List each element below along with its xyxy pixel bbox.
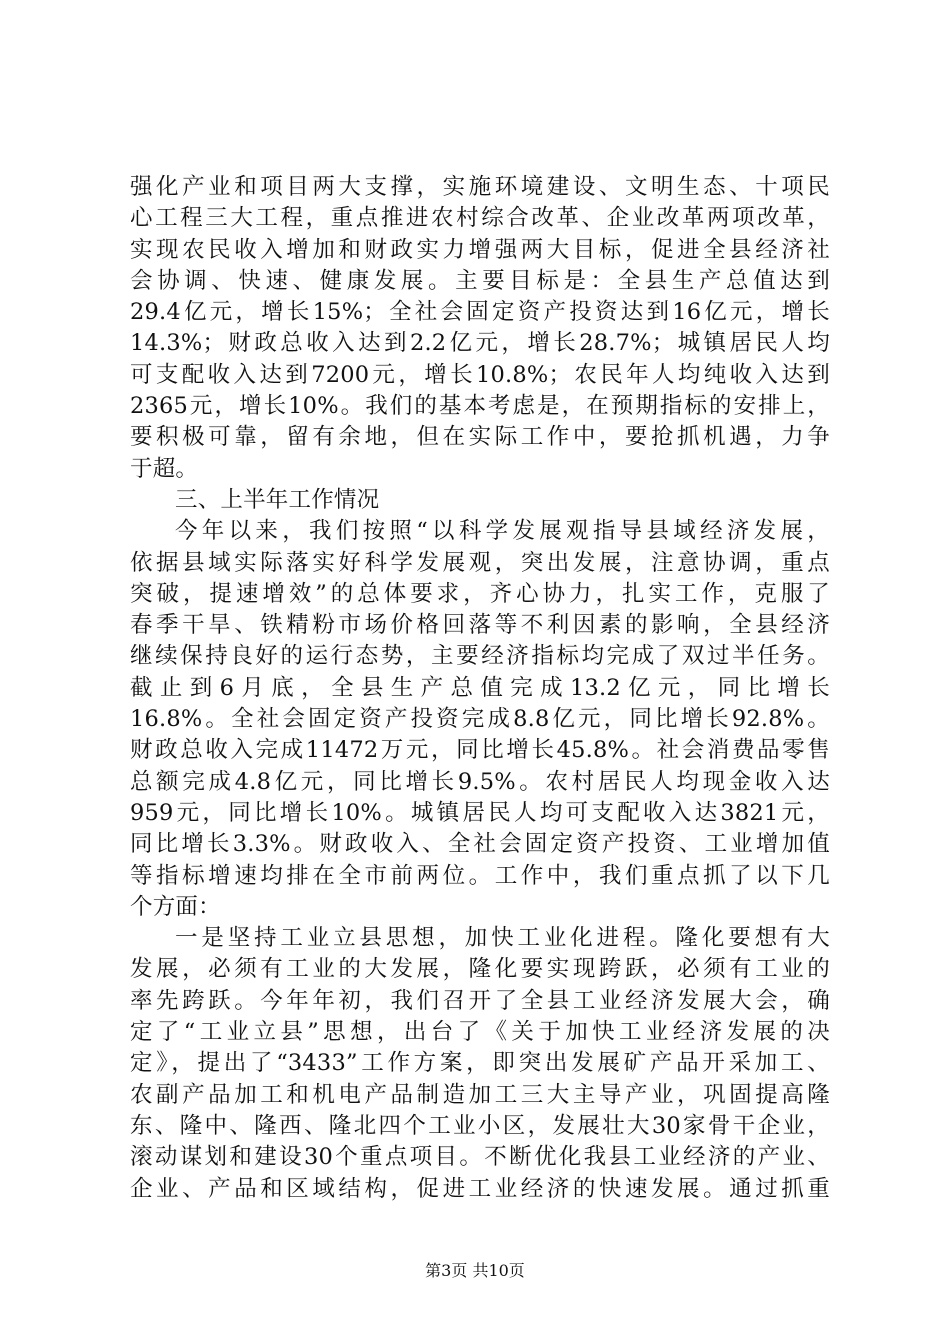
- text-line: 继续保持良好的运行态势，主要经济指标均完成了双过半任务。: [130, 643, 830, 670]
- text-line: 依据县域实际落实好科学发展观，突出发展，注意协调，重点: [130, 549, 830, 576]
- section-heading: 三、上半年工作情况: [175, 486, 380, 513]
- text-line: 要积极可靠，留有余地，但在实际工作中，要抢抓机遇，力争: [130, 424, 830, 451]
- text-line: 同比增长3.3%。财政收入、全社会固定资产投资、工业增加值: [130, 831, 830, 858]
- text-line: 突破，提速增效”的总体要求，齐心协力，扎实工作，克服了: [130, 580, 830, 607]
- text-line: 实现农民收入增加和财政实力增强两大目标，促进全县经济社: [130, 236, 830, 263]
- text-line: 等指标增速均排在全市前两位。工作中，我们重点抓了以下几: [130, 862, 830, 889]
- page-number-footer: 第3页 共10页: [425, 1261, 525, 1280]
- text-line: 959元，同比增长10%。城镇居民人均可支配收入达3821元，: [130, 799, 830, 826]
- text-line: 一是坚持工业立县思想，加快工业化进程。隆化要想有大: [175, 925, 830, 952]
- text-line: 企业、产品和区域结构，促进工业经济的快速发展。通过抓重: [130, 1175, 830, 1202]
- text-line: 农副产品加工和机电产品制造加工三大主导产业，巩固提高隆: [130, 1081, 830, 1108]
- text-line: 财政总收入完成11472万元，同比增长45.8%。社会消费品零售: [130, 737, 830, 764]
- text-line: 率先跨跃。今年年初，我们召开了全县工业经济发展大会，确: [130, 987, 830, 1014]
- text-line: 发展，必须有工业的大发展，隆化要实现跨跃，必须有工业的: [130, 956, 830, 983]
- text-line: 14.3%；财政总收入达到2.2亿元，增长28.7%；城镇居民人均: [130, 330, 830, 357]
- text-line: 春季干旱、铁精粉市场价格回落等不利因素的影响，全县经济: [130, 612, 830, 639]
- text-line: 总额完成4.8亿元，同比增长9.5%。农村居民人均现金收入达: [130, 768, 830, 795]
- text-line: 定》，提出了“3433”工作方案，即突出发展矿产品开采加工、: [130, 1050, 830, 1077]
- text-line: 2365元，增长10%。我们的基本考虑是，在预期指标的安排上，: [130, 393, 830, 420]
- text-line: 强化产业和项目两大支撑，实施环境建设、文明生态、十项民: [130, 174, 830, 200]
- text-line: 29.4亿元，增长15%；全社会固定资产投资达到16亿元，增长: [130, 299, 830, 326]
- document-body: [130, 172, 830, 1205]
- text-line: 定了“工业立县”思想，出台了《关于加快工业经济发展的决: [130, 1019, 830, 1046]
- text-line: 心工程三大工程，重点推进农村综合改革、企业改革两项改革，: [130, 205, 830, 232]
- text-line: 可支配收入达到7200元，增长10.8%；农民年人均纯收入达到: [130, 361, 830, 388]
- text-line: 东、隆中、隆西、隆北四个工业小区，发展壮大30家骨干企业，: [130, 1112, 830, 1139]
- text-line: 于超。: [130, 455, 199, 482]
- text-line: 个方面：: [130, 893, 221, 920]
- text-line: 16.8%。全社会固定资产投资完成8.8亿元，同比增长92.8%。: [130, 706, 830, 733]
- text-line: 会协调、快速、健康发展。主要目标是：全县生产总值达到: [130, 267, 830, 294]
- text-line: 滚动谋划和建设30个重点项目。不断优化我县工业经济的产业、: [130, 1144, 830, 1171]
- text-line: 今年以来，我们按照“以科学发展观指导县域经济发展，: [175, 518, 830, 545]
- text-line: 截止到6月底，全县生产总值完成13.2亿元，同比增长: [130, 674, 830, 701]
